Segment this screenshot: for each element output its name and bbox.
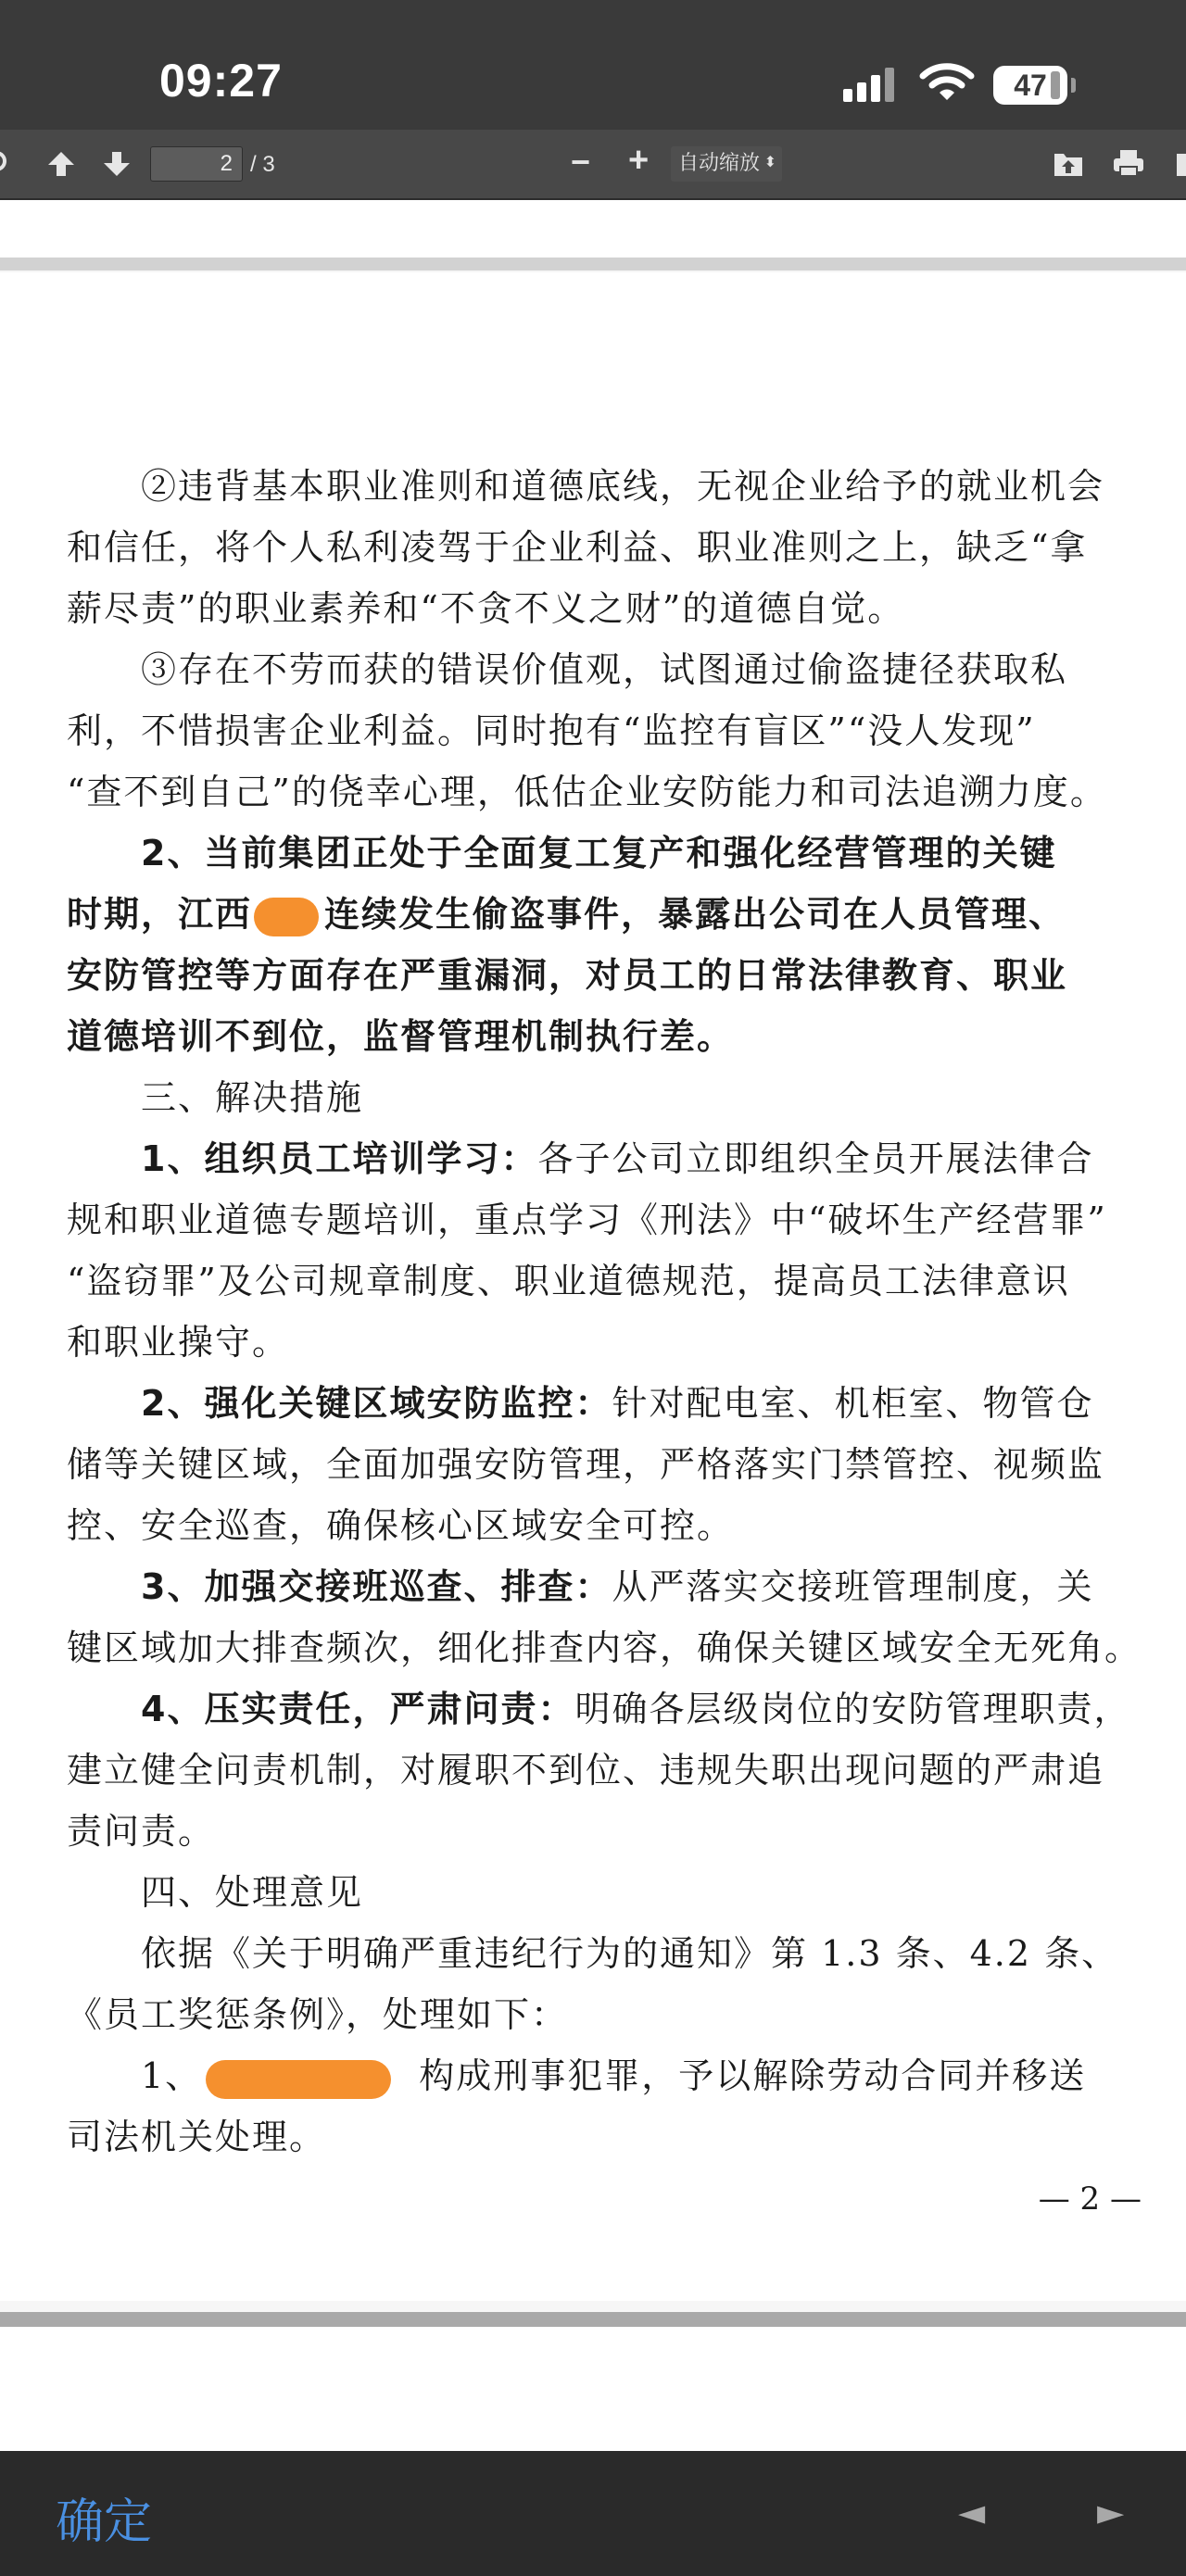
doc-line: [0, 1130, 1186, 1181]
doc-line: 和职业操守。: [67, 1322, 290, 1363]
doc-line: 责问责。: [67, 1811, 216, 1852]
section-heading: 三、解决措施: [141, 1077, 364, 1118]
wifi-icon: [919, 61, 975, 104]
doc-line: 规和职业道德专题培训，重点学习《刑法》中“破坏生产经营罪”: [67, 1200, 1107, 1240]
doc-line: 《员工奖惩条例》，处理如下：: [67, 1994, 569, 2035]
zoom-in-button[interactable]: +: [628, 141, 650, 180]
cellular-signal-icon: [841, 67, 899, 104]
battery-indicator: [993, 66, 1067, 105]
doc-line: 键区域加大排查频次，细化排查内容，确保关键区域安全无死角。: [67, 1627, 1142, 1668]
document-page: [0, 272, 1186, 2301]
doc-line: 司法机关处理。: [67, 2117, 327, 2157]
battery-empty-segment: [1051, 71, 1060, 99]
download-icon[interactable]: [1175, 150, 1186, 178]
doc-text: 1、: [141, 2055, 203, 2096]
pdf-toolbar: [0, 130, 1186, 200]
doc-text: 构成刑事犯罪，予以解除劳动合同并移送: [419, 2055, 1087, 2096]
page-number-input[interactable]: 2: [150, 146, 243, 182]
doc-bold-lead: 3、加强交接班巡查、排查：: [141, 1566, 612, 1607]
previous-page-edge: [0, 200, 1186, 270]
redaction-mark: [206, 2060, 391, 2099]
battery-level: 47: [1014, 69, 1047, 102]
doc-line: ③存在不劳而获的错误价值观，试图通过偷盗捷径获取私: [141, 649, 1068, 690]
zoom-select-value: 自动缩放: [678, 151, 761, 174]
page-separator: [0, 2312, 1186, 2327]
doc-line: 储等关键区域，全面加强安防管理，严格落实门禁管控、视频监: [67, 1444, 1105, 1485]
doc-line: [0, 2047, 1186, 2099]
confirm-button[interactable]: 确定: [56, 2494, 153, 2550]
page-number-footer: — 2 —: [1038, 2180, 1142, 2218]
doc-line: 依据《关于明确严重违纪行为的通知》第 1.3 条、4.2 条、: [141, 1933, 1119, 1974]
next-arrow-icon[interactable]: ►: [1097, 2492, 1125, 2532]
doc-line: [0, 1375, 1186, 1426]
doc-line: 薪尽责”的职业素养和“不贪不义之财”的道德自觉。: [67, 588, 905, 629]
search-icon[interactable]: [0, 148, 15, 178]
zoom-select[interactable]: [671, 146, 782, 182]
doc-line: [0, 1558, 1186, 1609]
bottom-bar: [0, 2451, 1186, 2576]
next-page-edge: [0, 2327, 1186, 2451]
open-file-icon[interactable]: [1053, 148, 1084, 178]
doc-line: “盗窃罪”及公司规章制度、职业道德规范，提高员工法律意识: [67, 1261, 1070, 1301]
previous-page-icon[interactable]: [46, 150, 76, 178]
updown-caret-icon: ⬍: [763, 155, 776, 170]
doc-line: 安防管控等方面存在严重漏洞，对员工的日常法律教育、职业: [67, 955, 1068, 996]
doc-bold-lead: 2、强化关键区域安防监控：: [141, 1383, 612, 1424]
battery-nub: [1071, 78, 1076, 93]
doc-line: [0, 1680, 1186, 1731]
section-heading: 四、处理意见: [141, 1872, 364, 1913]
doc-text: 针对配电室、机柜室、物管仓: [612, 1383, 1094, 1424]
print-icon[interactable]: [1112, 148, 1145, 178]
doc-line: 和信任，将个人私利凌驾于企业利益、职业准则之上，缺乏“拿: [67, 527, 1088, 568]
doc-line: 利，不惜损害企业利益。同时抱有“监控有盲区”“没人发现”: [67, 710, 1036, 751]
doc-text: 时期，江西: [67, 894, 253, 935]
zoom-out-button[interactable]: −: [571, 143, 591, 181]
status-bar: [0, 0, 1186, 130]
status-time: 09:27: [159, 55, 283, 107]
doc-line: 控、安全巡查，确保核心区域安全可控。: [67, 1505, 735, 1546]
document-viewer[interactable]: [0, 200, 1186, 2451]
doc-line: “查不到自己”的侥幸心理，低估企业安防能力和司法追溯力度。: [67, 772, 1107, 812]
doc-text: 连续发生偷盗事件，暴露出公司在人员管理、: [324, 894, 1066, 935]
doc-line: ②违背基本职业准则和道德底线，无视企业给予的就业机会: [141, 466, 1105, 507]
doc-line: 建立健全问责机制，对履职不到位、违规失职出现问题的严肃追: [67, 1750, 1105, 1791]
doc-text: 明确各层级岗位的安防管理职责，: [574, 1689, 1131, 1729]
doc-bold-lead: 1、组织员工培训学习：: [141, 1138, 538, 1179]
next-page-icon[interactable]: [102, 150, 132, 178]
page-total-label: / 3: [250, 152, 275, 177]
redaction-mark: [254, 898, 319, 936]
previous-arrow-icon[interactable]: ◄: [958, 2492, 986, 2532]
doc-line: 道德培训不到位，监督管理机制执行差。: [67, 1016, 735, 1057]
doc-line: [0, 886, 1186, 936]
doc-bold-lead: 4、压实责任，严肃问责：: [141, 1689, 575, 1729]
doc-line: 2、当前集团正处于全面复工复产和强化经营管理的关键: [141, 833, 1057, 873]
doc-text: 从严落实交接班管理制度，关: [612, 1566, 1094, 1607]
doc-text: 各子公司立即组织全员开展法律合: [537, 1138, 1094, 1179]
